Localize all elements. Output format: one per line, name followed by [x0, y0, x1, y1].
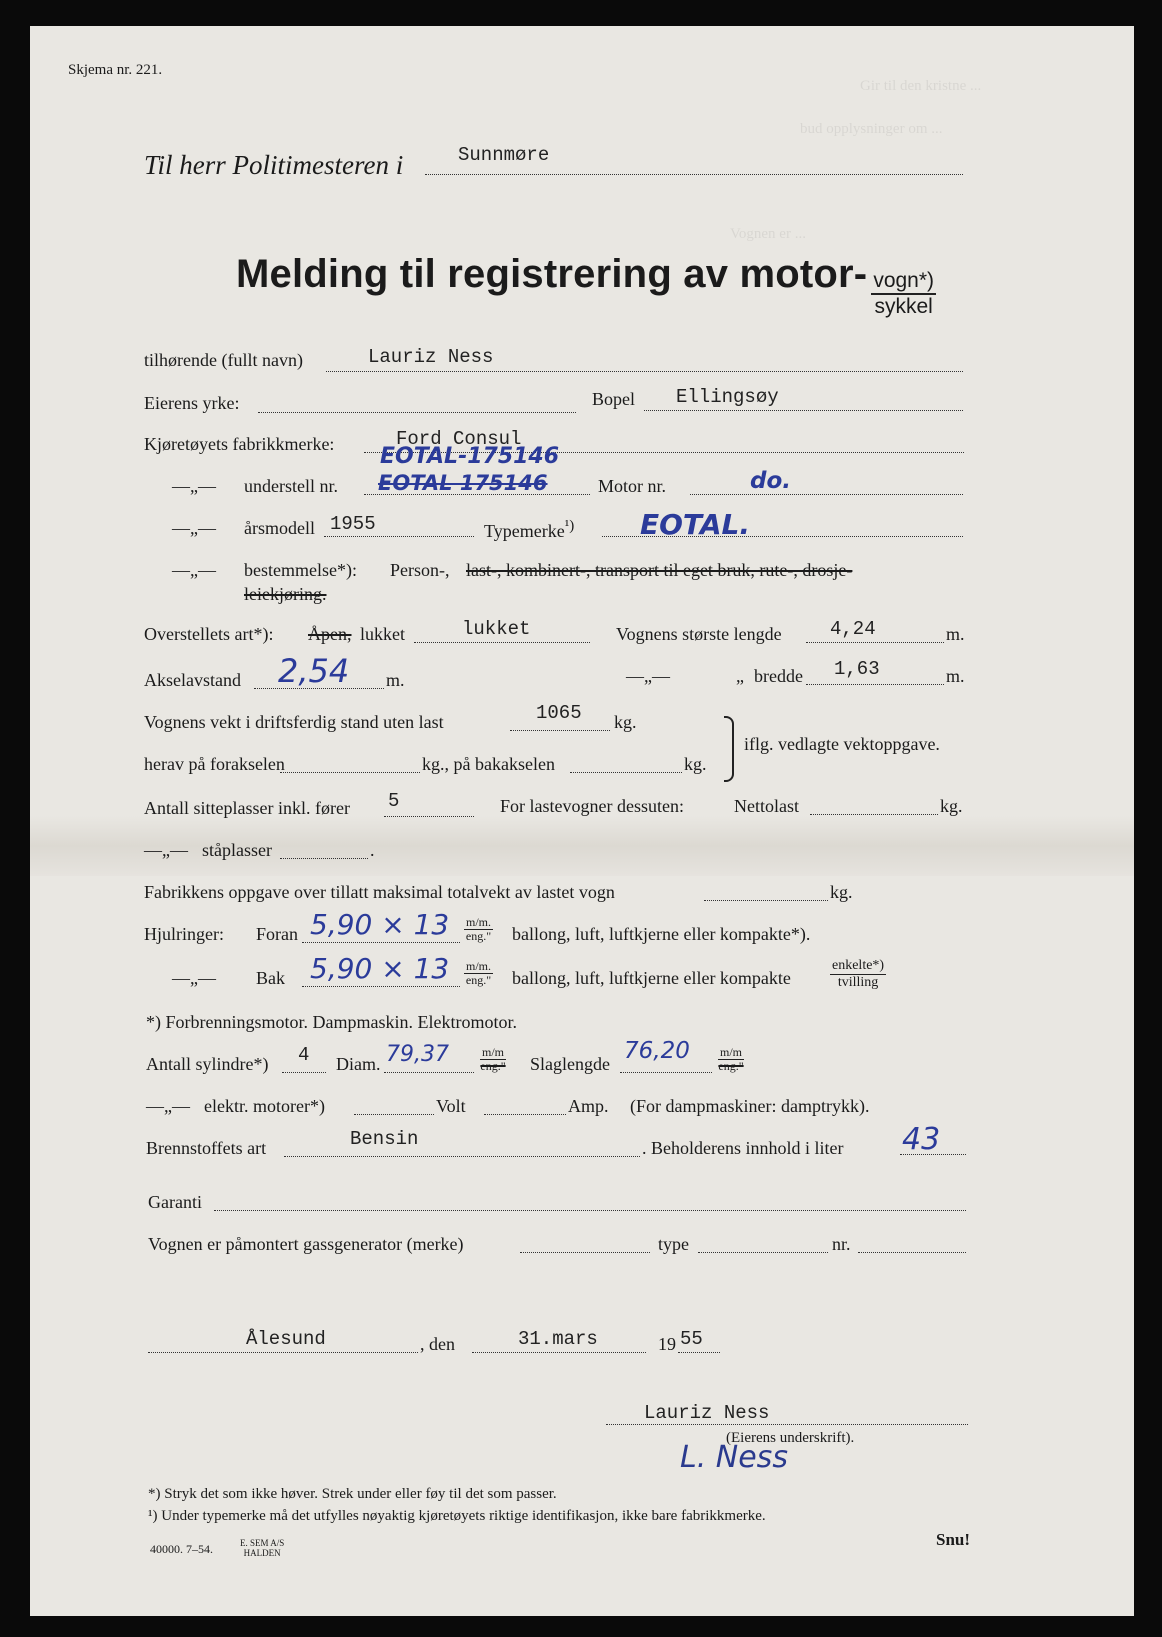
- tank-label: . Beholderens innhold i liter: [642, 1138, 844, 1158]
- title-fraction: $\frac{\text{vogn*)}}{\text{sykkel}}$: [873, 269, 935, 318]
- weight-label: Vognens vekt i driftsferdig stand uten last: [144, 712, 444, 732]
- length-line: [806, 642, 944, 643]
- title-main: Melding til registrering av motor-: [236, 252, 868, 296]
- stroke-value: 76,20: [624, 1038, 690, 1064]
- body-option: lukket: [360, 624, 405, 644]
- weight-bracket: [724, 716, 734, 782]
- gas-nr-label: nr.: [832, 1234, 851, 1254]
- owner-line: [326, 371, 963, 372]
- chassis-label: understell nr.: [244, 476, 338, 496]
- max-weight-unit: kg.: [830, 882, 853, 902]
- owner-label: tilhørende (fullt navn): [144, 350, 303, 370]
- length-unit: m.: [946, 624, 965, 644]
- chassis-value: EOTAL 175146: [378, 471, 548, 495]
- tank-value: 43: [902, 1122, 941, 1157]
- body-line: [414, 642, 590, 643]
- signature-caption: (Eierens underskrift).: [726, 1430, 855, 1446]
- length-label: Vognens største lengde: [616, 624, 782, 644]
- wheelbase-value: 2,54: [278, 652, 350, 690]
- stroke-line: [620, 1072, 712, 1073]
- length-value: 4,24: [830, 618, 876, 640]
- printer-name: E. SEM A/S HALDEN: [240, 1538, 285, 1558]
- purpose-kept: Person-,: [390, 560, 450, 580]
- wheelbase-unit: m.: [386, 670, 405, 690]
- cylinders-label: Antall sylindre*): [146, 1054, 269, 1074]
- stroke-fraction: $\frac{m/m}{\text{eng."}}$: [718, 1045, 744, 1073]
- type-label: Typemerke$^{^1)}$: [484, 518, 575, 541]
- body-struck: Åpen,: [308, 624, 352, 644]
- front-axle-line: [280, 772, 420, 773]
- motor-line: [690, 494, 963, 495]
- form-title: [236, 252, 936, 319]
- standing-line: [280, 858, 368, 859]
- diam-line: [384, 1072, 474, 1073]
- make-value: Ford Consul: [396, 428, 522, 450]
- stroke-label: Slaglengde: [530, 1054, 610, 1074]
- fuel-label: Brennstoffets art: [146, 1138, 267, 1158]
- rear-axle-unit: kg.: [684, 754, 707, 774]
- tyres-rear-value: 5,90 × 13: [310, 952, 450, 985]
- width-label: bredde: [754, 666, 803, 686]
- year-prefix: 19: [658, 1334, 676, 1354]
- net-load-label: Nettolast: [734, 796, 799, 816]
- gas-line: [520, 1252, 650, 1253]
- width-line: [806, 684, 944, 685]
- gas-label: Vognen er påmontert gassgenerator (merke): [148, 1234, 464, 1254]
- seats-line: [384, 816, 474, 817]
- body-label: Overstellets art*):: [144, 624, 274, 644]
- cargo-label: For lastevogner dessuten:: [500, 796, 684, 816]
- signature-line: [606, 1424, 968, 1425]
- tyres-rear-types: ballong, luft, luftkjerne eller kompakte: [512, 968, 791, 988]
- electric-line: [354, 1114, 434, 1115]
- weight-value: 1065: [536, 702, 582, 724]
- addressee-line: [425, 174, 963, 175]
- wheelbase-label: Akselavstand: [144, 670, 241, 690]
- turn-over-note: Snu!: [936, 1530, 971, 1549]
- cylinders-line: [282, 1072, 326, 1073]
- residence-line: [644, 410, 963, 411]
- gas-nr-line: [858, 1252, 966, 1253]
- electric-label: elektr. motorer*): [204, 1096, 325, 1116]
- diam-value: 79,37: [386, 1042, 449, 1067]
- footnote-1: *) Stryk det som ikke høver. Strek under eller føy til det som passer.: [148, 1486, 557, 1502]
- tyres-front-value: 5,90 × 13: [310, 908, 450, 941]
- model-year-prefix: —„—: [172, 518, 216, 538]
- date-line: [472, 1352, 646, 1353]
- footnote-2: ¹) Under typemerke må det utfylles nøyaktig kjøretøyets riktige identifikasjon, ikke bare fabrikkmerke.: [148, 1508, 766, 1524]
- purpose-prefix: —„—: [172, 560, 216, 580]
- chassis-prefix: —„—: [172, 476, 216, 496]
- fuel-value: Bensin: [350, 1128, 419, 1150]
- net-load-unit: kg.: [940, 796, 963, 816]
- year-suffix: 55: [680, 1328, 703, 1350]
- steam-note: (For dampmaskiner: damptrykk).: [630, 1096, 870, 1116]
- residence-label: Bopel: [592, 389, 635, 409]
- width-quote: „: [736, 666, 744, 686]
- place-value: Ålesund: [246, 1328, 326, 1350]
- volt-line: [484, 1114, 566, 1115]
- addressee-value: Sunnmøre: [458, 144, 550, 166]
- addressee-label: Til herr Politimesteren i: [144, 150, 404, 180]
- tyres-front-label: Foran: [256, 924, 298, 944]
- model-year-line: [324, 536, 474, 537]
- electric-prefix: —„—: [146, 1096, 190, 1116]
- volt-label: Volt: [436, 1096, 466, 1116]
- occupation-label: Eierens yrke:: [144, 393, 240, 413]
- tyres-front-line: [302, 942, 460, 943]
- body-value: lukket: [462, 618, 531, 640]
- seats-label: Antall sitteplasser inkl. fører: [144, 798, 350, 818]
- engine-types: *) Forbrenningsmotor. Dampmaskin. Elektromotor.: [146, 1012, 517, 1032]
- make-label: Kjøretøyets fabrikkmerke:: [144, 434, 335, 454]
- rear-axle-label: kg., på bakakselen: [422, 754, 555, 774]
- signature-typed: Lauriz Ness: [644, 1402, 770, 1424]
- make-hand-value: EOTAL-175146: [380, 444, 560, 469]
- date-den: , den: [420, 1334, 455, 1354]
- printer-code: 40000. 7–54.: [150, 1542, 213, 1556]
- tyres-rear-prefix: —„—: [172, 968, 216, 988]
- form-page: Gir til den kristne ... bud opplysninger om ... Vognen er ... Skjema nr. 221. Til herr Politimesteren i Sunnmøre Melding til registrering av motor- $\frac{\text{vogn*)}}{\text{sykkel}}$ tilhørende (fullt navn) Lauriz Ness Eierens yrke: Bopel Ellingsøy Kjøretøyets fabrikkmerke: Ford Consul EOTAL-175146 —„— understell nr. EOTAL 175146 Motor nr. do. —„— årsmodell 1955 Typemerke$^{^1)}$ EOTAL. —„— bestemmelse*): Person-, last-, kombinert-, transport til eget bruk, rute-, drosje- leiekjøring. Overstellets art*): Åpen, lukket lukket Vognens største lengde 4,24 m. Akselavstand 2,54 m. —„— „ bredde 1,63 m. Vognens vekt i driftsferdig stand uten last 1065 kg. herav på forakselen kg., på bakakselen kg. iflg. vedlagte vektoppgave. Antall sitteplasser inkl. fører 5 For lastevogner dessuten: Nettolast kg. —„— ståplasser . Fabrikkens oppgave over tillatt maksimal totalvekt av lastet vogn kg. Hjulringer: Foran 5,90 × 13 $\frac{m/m.}{\text{eng."}}$ ballong, luft, luftkjerne eller kompakte*). —„— Bak 5,90 × 13 $\frac{m/m.}{\text{eng."}}$ ballong, luft, luftkjerne eller kompakte $\frac{\text{enkelte*)}}{\text{tvilling}}$ *) Forbrenningsmotor. Dampmaskin. Elektromotor. Antall sylindre*) 4 Diam. 79,37 $\frac{m/m}{\text{eng."}}$ Slaglengde 76,20 $\frac{m/m}{\text{eng."}}$ —„— elektr. motorer*) Volt Amp. (For dampmaskiner: damptrykk). Brennstoffets art Bensin . Beholderens innhold i liter 43 Garanti Vognen er påmontert gassgenerator (merke) type nr. Ålesund , den 31.mars 19 55 Lauriz Ness (Eierens underskrift). L. Ness *) Stryk det som ikke høver. Strek under eller føy til det som passer. ¹) Under typemerke må det utfylles nøyaktig kjøretøyets riktige identifikasjon, ikke bare fabrikkmerke. 40000. 7–54. E. SEM A/S HALDEN Snu!: [30, 26, 1134, 1616]
- residence-value: Ellingsøy: [676, 386, 779, 408]
- guarantee-label: Garanti: [148, 1192, 202, 1212]
- fuel-line: [284, 1156, 640, 1157]
- purpose-label: bestemmelse*):: [244, 560, 357, 580]
- cylinders-value: 4: [298, 1044, 310, 1066]
- net-load-line: [810, 814, 938, 815]
- purpose-struck-2: leiekjøring.: [244, 584, 327, 604]
- handwritten-signature: L. Ness: [680, 1440, 788, 1475]
- purpose-struck: last-, kombinert-, transport til eget bruk, rute-, drosje-: [466, 560, 853, 580]
- gas-type-line: [698, 1252, 828, 1253]
- tyres-rear-kind-fraction: $\frac{\text{enkelte*)}}{\text{tvilling}}$: [832, 958, 885, 990]
- gas-type-label: type: [658, 1234, 689, 1254]
- date-value: 31.mars: [518, 1328, 598, 1350]
- diam-label: Diam.: [336, 1054, 381, 1074]
- fold-line: [30, 816, 1134, 876]
- motor-value: do.: [750, 468, 792, 494]
- max-weight-label: Fabrikkens oppgave over tillatt maksimal totalvekt av lastet vogn: [144, 882, 615, 902]
- standing-prefix: —„—: [144, 840, 188, 860]
- tyres-rear-line: [302, 986, 460, 987]
- rear-axle-line: [570, 772, 682, 773]
- standing-end: .: [370, 840, 375, 860]
- tyres-front-types: ballong, luft, luftkjerne eller kompakte*).: [512, 924, 811, 944]
- seats-value: 5: [388, 790, 400, 812]
- standing-label: ståplasser: [202, 840, 272, 860]
- type-value: EOTAL.: [640, 508, 751, 541]
- max-weight-line: [704, 900, 828, 901]
- guarantee-line: [214, 1210, 966, 1211]
- occupation-line: [258, 412, 576, 413]
- model-year-label: årsmodell: [244, 518, 315, 538]
- weight-unit: kg.: [614, 712, 637, 732]
- tyres-rear-fraction: $\frac{m/m.}{\text{eng."}}$: [465, 959, 492, 987]
- tyres-label: Hjulringer:: [144, 924, 224, 944]
- amp-label: Amp.: [568, 1096, 609, 1116]
- model-year-value: 1955: [330, 513, 376, 535]
- width-value: 1,63: [834, 658, 880, 680]
- diam-fraction: $\frac{m/m}{\text{eng."}}$: [480, 1045, 506, 1073]
- weight-note: iflg. vedlagte vektoppgave.: [744, 734, 940, 754]
- year-line: [678, 1352, 720, 1353]
- width-prefix: —„—: [626, 666, 670, 686]
- tyres-front-fraction: $\frac{m/m.}{\text{eng."}}$: [465, 915, 492, 943]
- weight-line: [510, 730, 610, 731]
- motor-label: Motor nr.: [598, 476, 667, 496]
- tyres-rear-label: Bak: [256, 968, 285, 988]
- width-unit: m.: [946, 666, 965, 686]
- owner-value: Lauriz Ness: [368, 346, 494, 368]
- form-number: Skjema nr. 221.: [68, 62, 163, 78]
- front-axle-label: herav på forakselen: [144, 754, 285, 774]
- place-line: [148, 1352, 418, 1353]
